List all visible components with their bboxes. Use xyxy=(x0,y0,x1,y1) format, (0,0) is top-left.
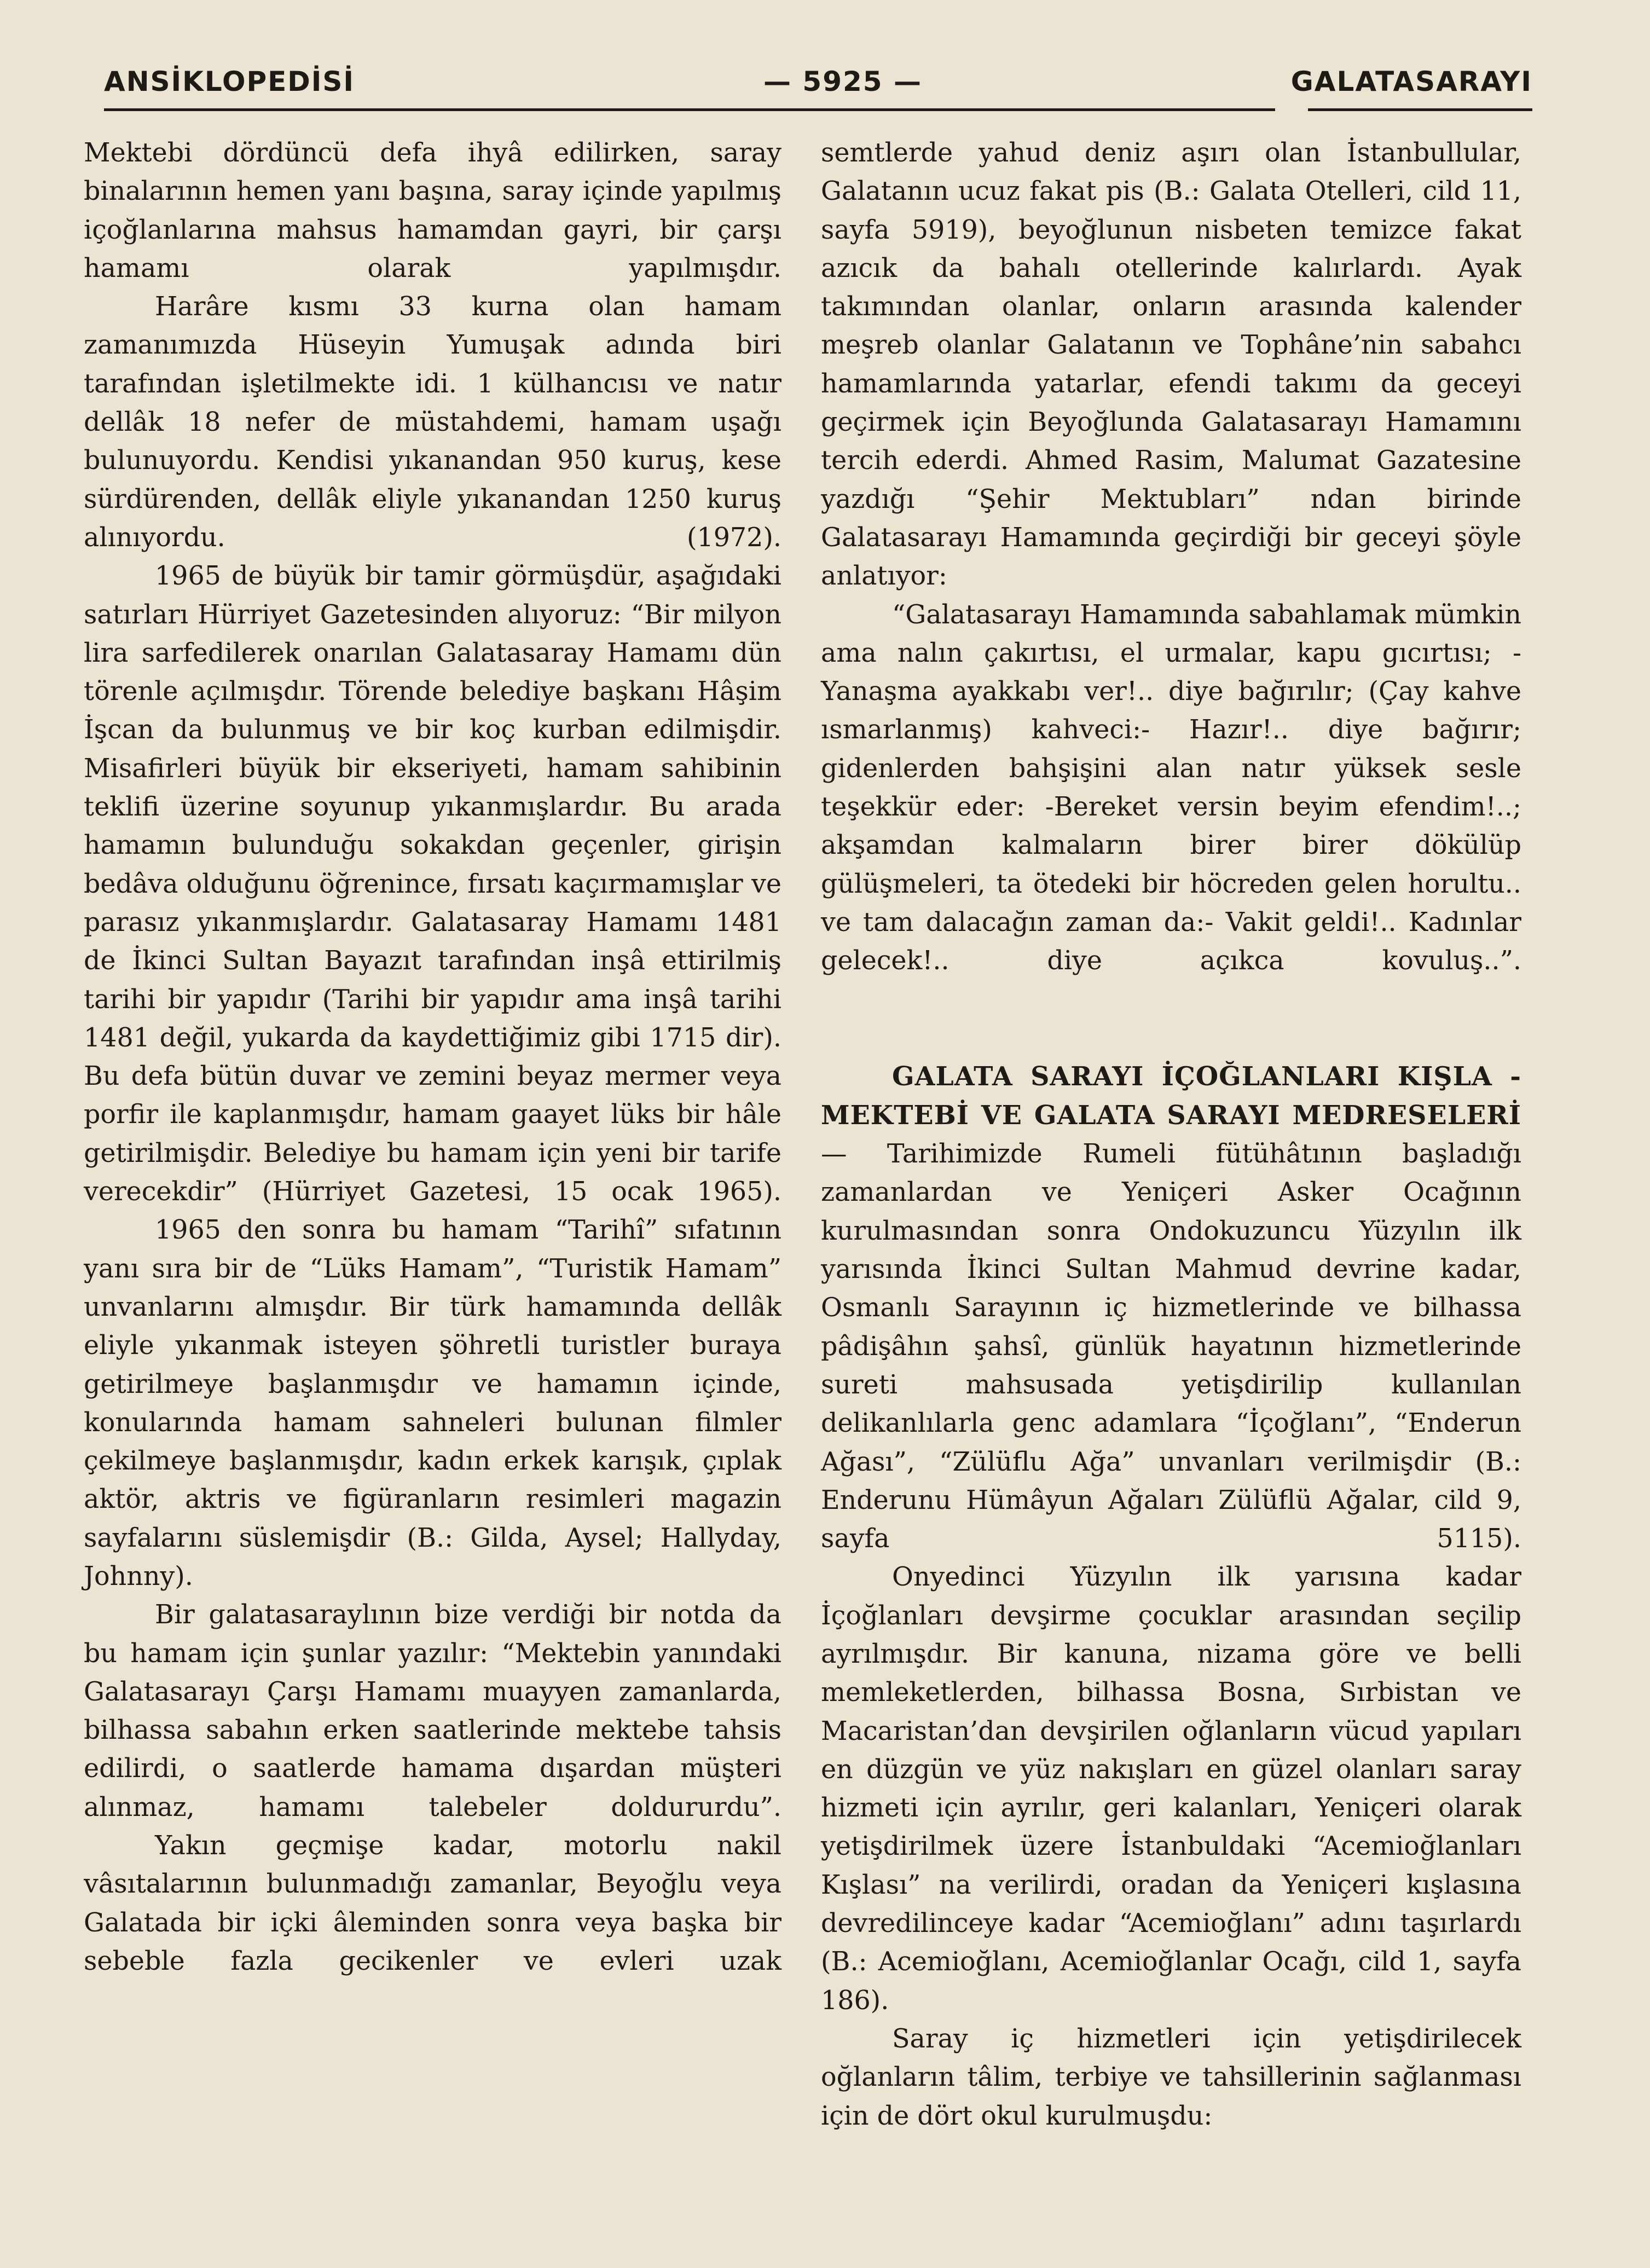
entry-text: — Tarihimizde Rumeli fütühâtının başladığı zamanlardan ve Yeniçeri Asker Ocağının kurulmasından sonra Ondokuzuncu Yüzyılın ilk yarısında İkinci Sultan Mahmud devrine kadar, Osmanlı Sarayının iç hizmetlerinde ve bilhassa pâdişâhın şahsî, günlük hayatının hizmetlerinde sureti mahsusada yetişdirilip kullanılan delikanlılarla genc adamlara “İçoğlanı”, “Enderun Ağası”, “Zülüflu Ağa” unvanları verilmişdir (B.: Enderunu Hümâyun Ağaları Zülüflü Ağalar, cild 9, sayfa 5115). xyxy=(821,1139,1521,1554)
right-column xyxy=(821,134,1521,2136)
paragraph: Yakın geçmişe kadar, motorlu nakil vâsıtalarının bulunmadığı zamanlar, Beyoğlu veya Galatada bir içki âleminden sonra veya başka bir sebeble fazla gecikenler ve evleri uzak xyxy=(84,1831,781,1976)
paragraph: Harâre kısmı 33 kurna olan hamam zamanımızda Hüseyin Yumuşak adında biri tarafından işletilmekte idi. 1 külhancısı ve natır dellâk 18 nefer de müstahdemi, hamam uşağı bulunuyordu. Kendisi yıkanandan 950 kuruş, kese sürdürenden, dellâk eliyle yıkanandan 1250 kuruş alınıyordu. (1972). xyxy=(84,292,781,553)
header-rule-right xyxy=(1308,108,1532,111)
page-header xyxy=(104,49,1532,109)
paragraph: 1965 den sonra bu hamam “Tarihî” sıfatının yanı sıra bir de “Lüks Hamam”, “Turistik Hamam” unvanlarını almışdır. Bir türk hamamında dellâk eliyle yıkanmak isteyen şöhretli turistler buraya getirilmeye başlanmışdır ve hamamın içinde, konularında hamam sahneleri bulunan filmler çekilmeye başlanmışdır, kadın erkek karışık, çıplak aktör, aktris ve figüranların resimleri magazin sayfalarını süslemişdir (B.: Gilda, Aysel; Hallyday, Johnny). xyxy=(84,1215,781,1592)
entry-separator xyxy=(821,981,1521,1057)
paragraph: 1965 de büyük bir tamir görmüşdür, aşağıdaki satırları Hürriyet Gazetesinden alıyoruz: “Bir milyon lira sarfedilerek onarılan Galatasaray Hamamı dün törenle açılmışdır. Törende belediye başkanı Hâşim İşcan da bulunmuş ve bir koç kurban edilmişdir. Misafirleri büyük bir ekseriyeti, hamam sahibinin teklifi üzerine soyunup yıkanmışlardır. Bu arada hamamın bulunduğu sokakdan geçenler, girişin bedâva olduğunu öğrenince, fırsatı kaçırmamışlar ve parasız yıkanmışlardır. Galatasaray Hamamı 1481 de İkinci Sultan Bayazıt tarafından inşâ ettirilmiş tarihi bir yapıdır (Tarihi bir yapıdır ama inşâ tarihi 1481 değil, yukarda da kaydettiğimiz gibi 1715 dir). Bu defa bütün duvar ve zemini beyaz mermer veya porfir ile kaplanmışdır, hamam gaayet lüks bir hâle getirilmişdir. Belediye bu hamam için yeni bir tarife verecekdir” (Hürriyet Gazetesi, 15 ocak 1965). xyxy=(84,561,781,1207)
running-head-left: ANSİKLOPEDİSİ xyxy=(104,66,355,97)
left-column xyxy=(84,134,781,1981)
paragraph: Saray iç hizmetleri için yetişdirilecek oğlanların tâlim, terbiye ve tahsillerinin sağlanması için de dört okul kurulmuşdu: xyxy=(821,2023,1521,2131)
running-head-right: GALATASARAYI xyxy=(1290,66,1532,97)
paragraph: “Galatasarayı Hamamında sabahlamak mümkin ama nalın çakırtısı, el urmalar, kapu gıcırtısı; -Yanaşma ayakkabı ver!.. diye bağırılır; (Çay kahve ısmarlanmış) kahveci:- Hazır!.. diye bağırır; gidenlerden bahşişini alan natır yüksek sesle teşekkür eder: -Bereket versin beyim efendim!..; akşamdan kalmaların birer birer dökülüp gülüşmeleri, ta ötedeki bir höcreden gelen horultu.. ve tam dalacağın zaman da:- Vakit geldi!.. Kadınlar gelecek!.. diye açıkca kovuluş..”. xyxy=(821,599,1521,976)
page-number: — 5925 — xyxy=(763,66,922,97)
paragraph: Bir galatasaraylının bize verdiği bir notda da bu hamam için şunlar yazılır: “Mektebin yanındaki Galatasarayı Çarşı Hamamı muayyen zamanlarda, bilhassa sabahın erken saatlerinde mektebe tahsis edilirdi, o saatlerde hamama dışardan müşteri alınmaz, hamamı talebeler doldururdu”. xyxy=(84,1600,781,1822)
paragraph: Mektebi dördüncü defa ihyâ edilirken, saray binalarının hemen yanı başına, saray içinde yapılmış içoğlanlarına mahsus hamamdan gayri, bir çarşı hamamı olarak yapılmışdır. xyxy=(84,138,781,284)
entry-paragraph xyxy=(821,1057,1521,1559)
header-rule-left xyxy=(104,108,1275,111)
paragraph: Onyedinci Yüzyılın ilk yarısına kadar İçoğlanları devşirme çocuklar arasından seçilip ayrılmışdır. Bir kanuna, nizama göre ve belli memleketlerden, bilhassa Bosna, Sırbistan ve Macaristan’dan devşirilen oğlanların vücud yapıları en düzgün ve yüz nakışları en güzel olanları saray hizmeti için ayrılır, geri kalanları, Yeniçeri olarak yetişdirilmek üzere İstanbuldaki “Acemioğlanları Kışlası” na verilirdi, oradan da Yeniçeri kışlasına devredilinceye kadar “Acemioğlanı” adını taşırlardı (B.: Acemioğlanı, Acemioğlanlar Ocağı, cild 1, sayfa 186). xyxy=(821,1562,1521,2016)
paragraph: semtlerde yahud deniz aşırı olan İstanbullular, Galatanın ucuz fakat pis (B.: Galata Otelleri, cild 11, sayfa 5919), beyoğlunun nisbeten temizce fakat azıcık da bahalı otellerinde kalırlardı. Ayak takımından olanlar, onların arasında kalender meşreb olanlar Galatanın ve Tophâne’nin sabahcı hamamlarında yatarlar, efendi takımı da geceyi geçirmek için Beyoğlunda Galatasarayı Hamamını tercih ederdi. Ahmed Rasim, Malumat Gazatesine yazdığı “Şehir Mektubları” ndan birinde Galatasarayı Hamamında geçirdiği bir geceyi şöyle anlatıyor: xyxy=(821,138,1521,592)
entry-title: GALATA SARAYI İÇOĞLANLARI KIŞLA - MEKTEBİ VE GALATA SARAYI MEDRESELERİ xyxy=(821,1061,1521,1131)
